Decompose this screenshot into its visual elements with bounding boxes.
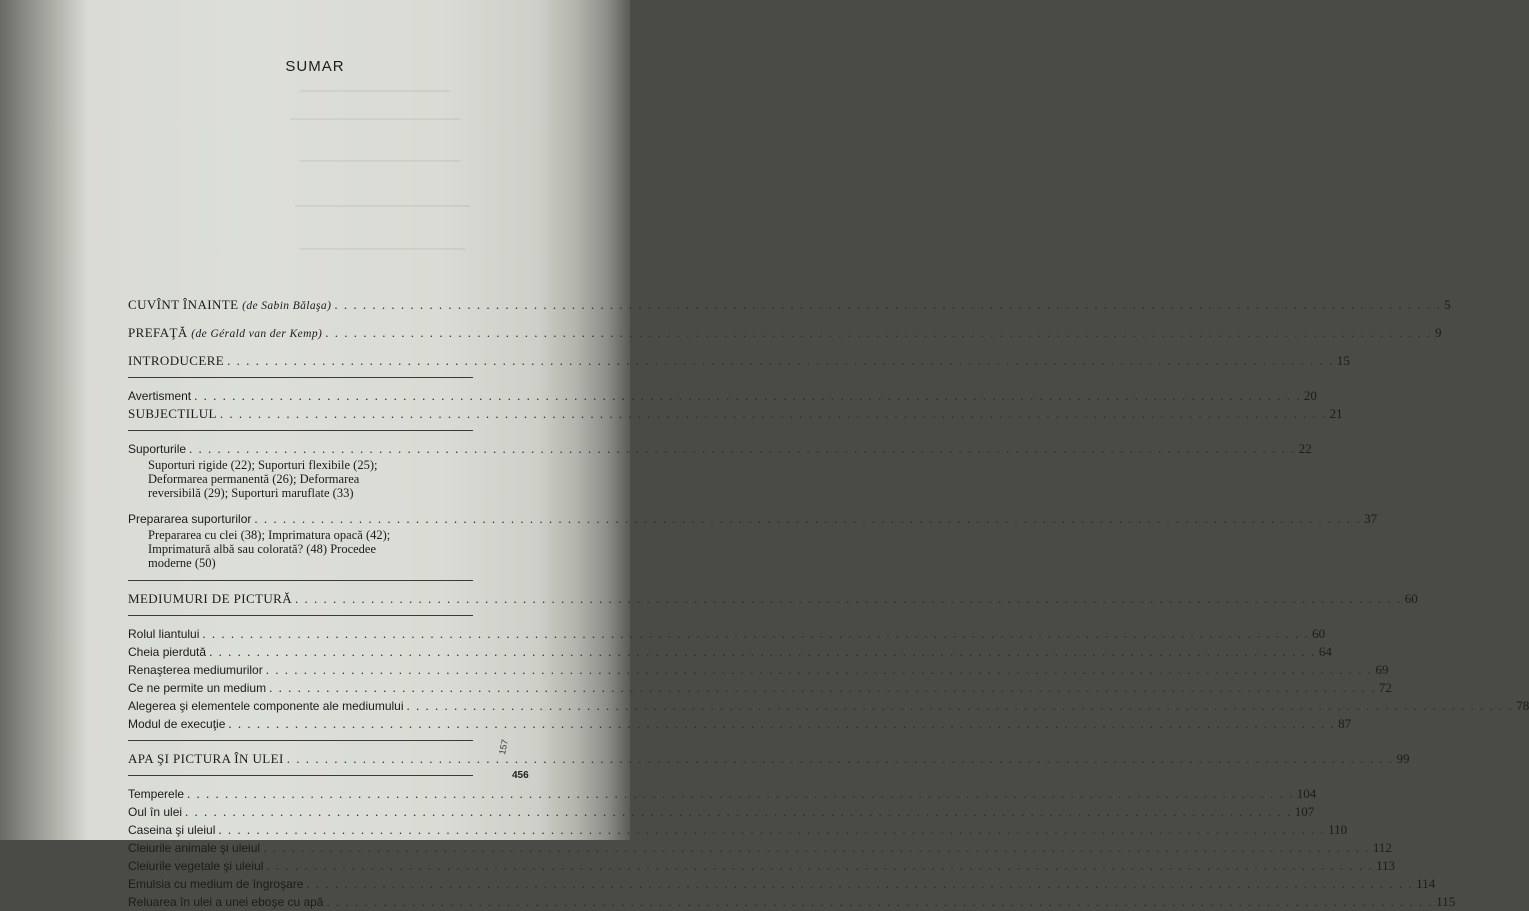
toc-entry: Caseina şi uleiul . . . 110 <box>128 821 468 839</box>
section-divider <box>128 580 473 581</box>
toc-subentries: Prepararea cu clei (38); Imprimatura opacă (42); Imprimatură albă sau colorată? (48) Procedee moderne (50) <box>148 528 391 570</box>
section-divider <box>128 377 473 378</box>
section-divider <box>128 740 473 741</box>
toc-entry: Ce ne permite un medium . . . 72 <box>128 679 468 697</box>
toc-entry: Reluarea în ulei a unei eboşe cu apă . . . 115 <box>128 893 468 911</box>
toc-entry: Cheia pierdută . . . 64 <box>128 643 468 661</box>
toc-entry: Cleiurile animale şi uleiul . . . 112 <box>128 839 468 857</box>
section-divider <box>128 615 473 616</box>
toc-entry: MEDIUMURI DE PICTURĂ . . . 60 <box>128 590 468 608</box>
toc-heading: SUMAR <box>285 58 345 75</box>
toc-subentries: Suporturi rigide (22); Suporturi flexibile (25); Deformarea permanentă (26); Deformarea reversibilă (29); Suporturi maruflate (33) <box>148 458 378 500</box>
section-divider <box>128 775 473 776</box>
section-divider <box>128 430 473 431</box>
toc-entry: Avertisment . . . 20 <box>128 387 468 405</box>
toc-entry: SUBJECTILUL . . . 21 <box>128 405 468 423</box>
show-through-text <box>290 118 460 120</box>
toc-entry: Cleiurile vegetale şi uleiul . . . 113 <box>128 857 468 875</box>
toc-entry: CUVÎNT ÎNAINTE (de Sabin Bălaşa) . . . 5 <box>128 296 468 314</box>
toc-entry: Emulsia cu medium de îngroşare . . . 114 <box>128 875 468 893</box>
toc-entry: INTRODUCERE . . . 15 <box>128 352 468 370</box>
toc-entry: PREFAŢĂ (de Gérald van der Kemp) . . . 9 <box>128 324 468 342</box>
show-through-text <box>300 160 460 162</box>
toc-entry: Rolul liantului . . . 60 <box>128 625 468 643</box>
toc-entry: Modul de execuţie . . . 87 <box>128 715 468 733</box>
toc-entry: Renaşterea mediumurilor . . . 69 <box>128 661 468 679</box>
margin-page-number: 456 <box>512 770 529 781</box>
show-through-text <box>295 205 470 207</box>
gutter-shadow <box>0 0 88 840</box>
edge-page-number: 157 <box>497 738 510 756</box>
toc-entry: Oul în ulei . . . 107 <box>128 803 468 821</box>
toc-entry: APA ŞI PICTURA ÎN ULEI . . . 99 <box>128 750 468 768</box>
show-through-text <box>300 90 450 92</box>
show-through-text <box>300 248 465 250</box>
toc-entry: Temperele . . . 104 <box>128 785 468 803</box>
toc-entry: Suporturile . . . 22 <box>128 440 468 458</box>
toc-entry: Alegerea şi elementele componente ale mediumului . . . 78 <box>128 697 468 715</box>
toc-entry: Prepararea suporturilor . . . 37 <box>128 510 468 528</box>
